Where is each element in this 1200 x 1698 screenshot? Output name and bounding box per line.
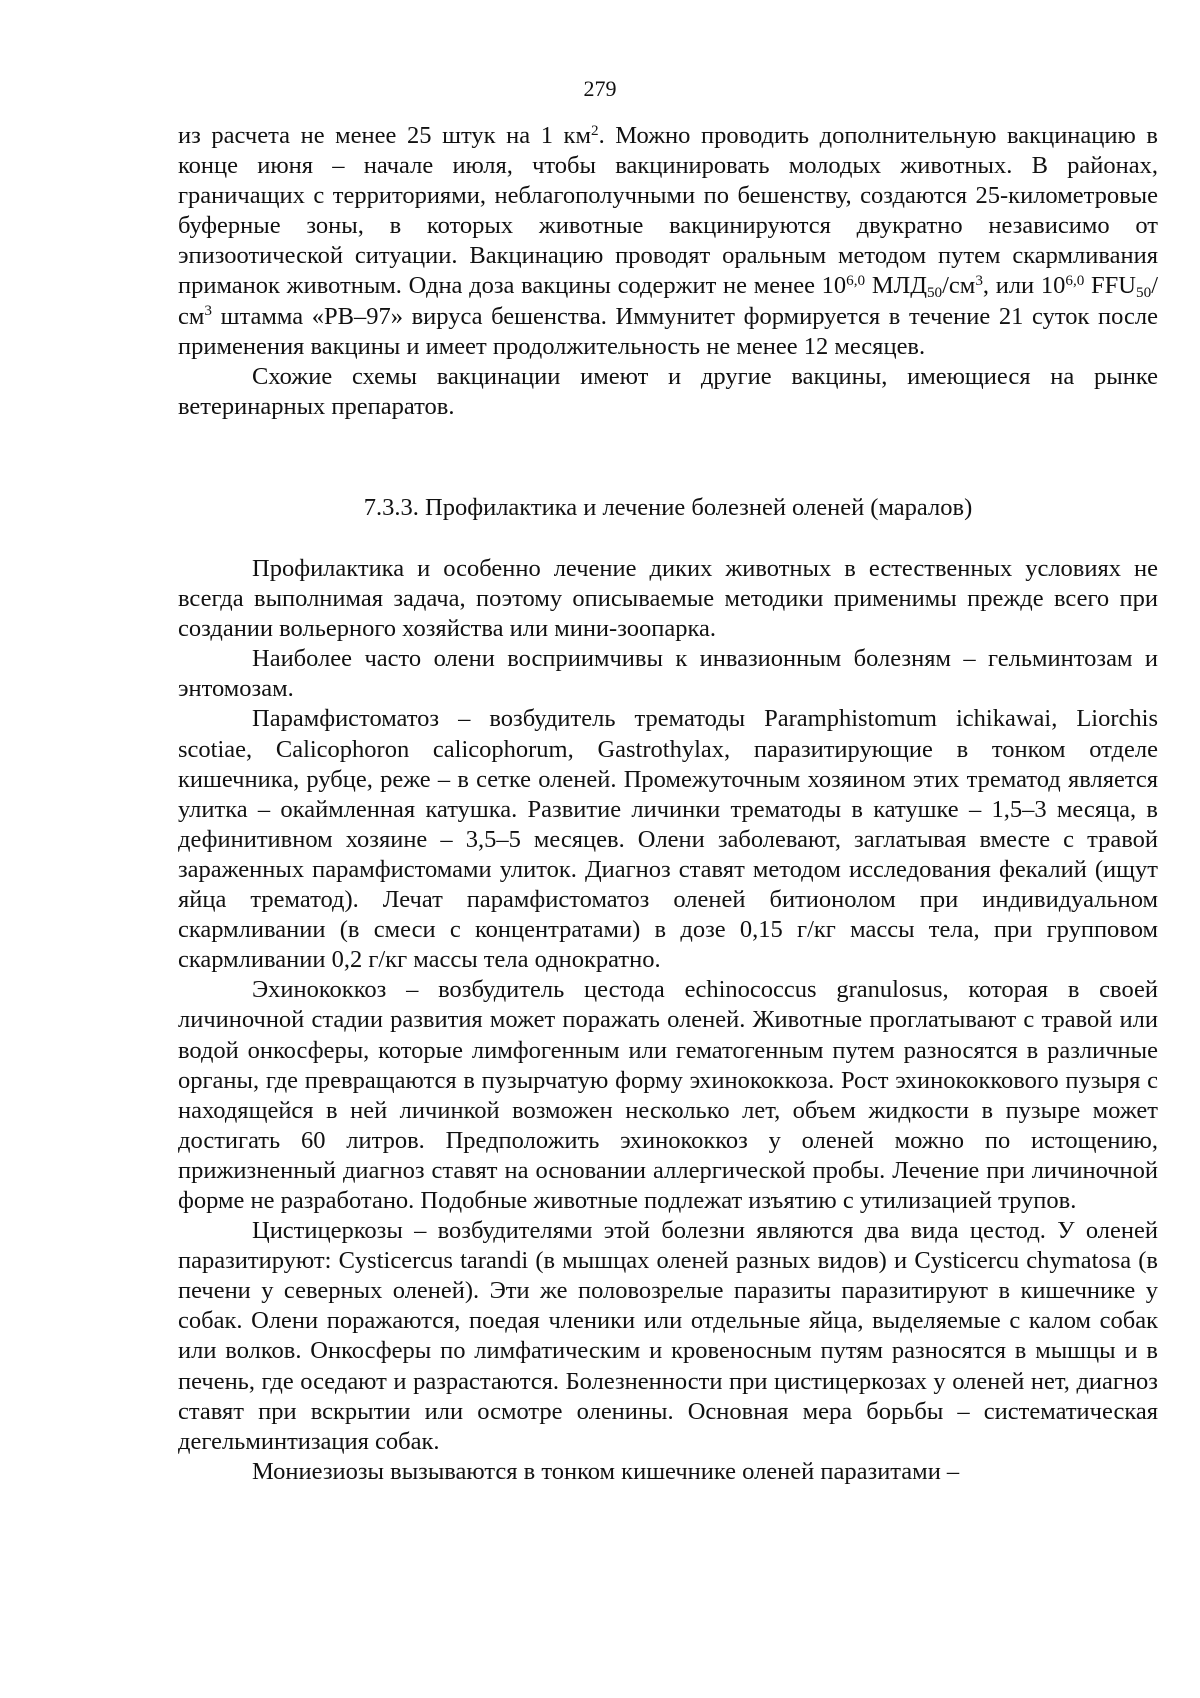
subscript: 50 bbox=[926, 284, 943, 302]
text-run: МЛД bbox=[865, 272, 927, 300]
text-run: штамма «РВ–97» вируса бешенства. Иммунитет формируется в течение 21 суток после применения вакцины и имеет продолжительность не менее 12 месяцев. bbox=[178, 302, 1158, 360]
text-run: из расчета не менее 25 штук на 1 км bbox=[178, 122, 591, 149]
paragraph-moniezia: Мониезиозы вызываются в тонком кишечнике оленей паразитами – bbox=[252, 1457, 960, 1485]
superscript: 3 bbox=[204, 302, 212, 320]
subscript: 50 bbox=[1136, 284, 1152, 302]
section-body bbox=[178, 554, 1158, 1487]
paragraph-prevention: Профилактика и особенно лечение диких животных в естественных условиях не всегда выполнимая задача, поэтому описываемые методики применимы прежде всего при создании вольерного хозяйства или мини-зоопарка. bbox=[178, 555, 1158, 643]
paragraph-vaccination bbox=[178, 121, 1158, 362]
superscript: 6,0 bbox=[1065, 272, 1085, 290]
text-run: /см bbox=[178, 272, 1158, 330]
text-run: , или 10 bbox=[982, 272, 1066, 300]
superscript: 3 bbox=[975, 272, 983, 290]
paragraph-susceptibility: Наиболее часто олени восприимчивы к инвазионным болезням – гельминтозам и энтомозам. bbox=[178, 645, 1158, 703]
paragraph-cysticercosis: Цистицеркозы – возбудителями этой болезни являются два вида цестод. У оленей паразитируют: Cysticercus tarandi (в мышцах оленей разных видов) и Cysticercu chymatosa (в печени у северных оленей). Эти же половозрелые паразиты паразитируют в кишечнике у собак. Олени поражаются, поедая членики или отдельные яйца, выделяемые с калом собак или волков. Онкосферы по лимфатическим и кровеносным путям разносятся в мышцы и в печень, где оседают и разрастаются. Болезненности при цистицеркозах у оленей нет, диагноз ставят при вскрытии или осмотре оленины. Основная мера борьбы – систематическая дегельминтизация собак. bbox=[178, 1217, 1158, 1455]
section-heading: 7.3.3. Профилактика и лечение болезней оленей (маралов) bbox=[363, 494, 973, 521]
text-run: . Можно проводить дополнительную вакцинацию в конце июня – начале июля, чтобы вакцинировать молодых животных. В районах, граничащих с территориями, неблагополучными по бешенству, создаются 25-километровые буферные зоны, в которых животные вакцинируются двукратно независимо от эпизоотической ситуации. Вакцинацию проводят оральным методом путем скармливания приманок животным. Одна доза вакцины содержит не менее 10 bbox=[178, 122, 1158, 300]
intro-text bbox=[178, 121, 1158, 422]
paragraph-similar-vaccines: Схожие схемы вакцинации имеют и другие вакцины, имеющиеся на рынке ветеринарных препаратов. bbox=[178, 362, 1158, 420]
page-number: 279 bbox=[583, 76, 617, 101]
text-run: /см bbox=[942, 272, 976, 300]
text-run: FFU bbox=[1084, 272, 1136, 300]
superscript: 6,0 bbox=[846, 272, 866, 290]
paragraph-echinococcosis: Эхинококкоз – возбудитель цестода echinococcus granulosus, которая в своей личиночной стадии развития может поражать оленей. Животные проглатывают с травой или водой онкосферы, которые лимфогенным или гематогенным путем разносятся в различные органы, где превращаются в пузырчатую форму эхинококкоза. Рост эхинококкового пузыря с находящейся в ней личинкой возможен несколько лет, объем жидкости в пузыре может достигать 60 литров. Предположить эхинококкоз у оленей можно по истощению, прижизненный диагноз ставят на основании аллергической пробы. Лечение при личиночной форме не разработано. Подобные животные подлежат изъятию с утилизацией трупов. bbox=[178, 976, 1158, 1214]
paragraph-paramphistomatosis: Парамфистоматоз – возбудитель трематоды Paramphistomum ichikawai, Liorchis scotiae, Calicophoron calicophorum, Gastrothylax, паразитирующие в тонком отделе кишечника, рубце, реже – в сетке оленей. Промежуточным хозяином этих трематод является улитка – окаймленная катушка. Развитие личинки трематоды в катушке – 1,5–3 месяца, в дефинитивном хозяине – 3,5–5 месяцев. Олени заболевают, заглатывая вместе с травой зараженных парамфистомами улиток. Диагноз ставят методом исследования фекалий (ищут яйца трематод). Лечат парамфистоматоз оленей битионолом при индивидуальном скармливании (в смеси с концентратами) в дозе 0,15 г/кг массы тела, при групповом скармливании 0,2 г/кг массы тела однократно. bbox=[178, 705, 1158, 974]
superscript: 2 bbox=[590, 121, 599, 139]
